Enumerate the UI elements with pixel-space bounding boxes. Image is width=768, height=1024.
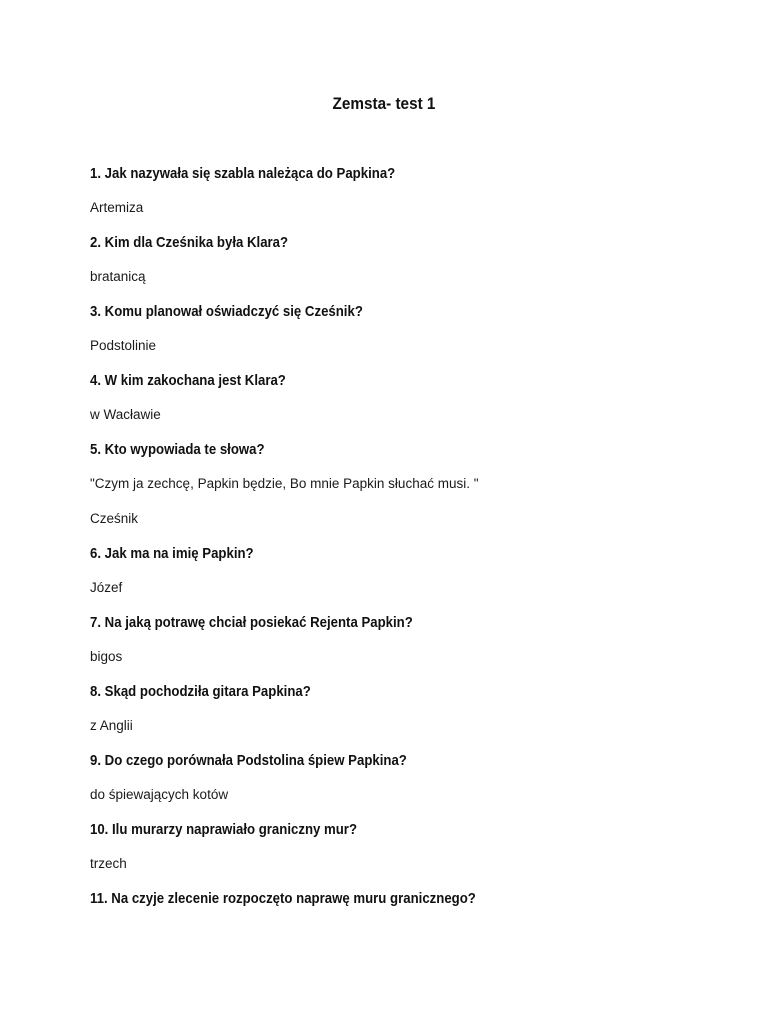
question-6: 6. Jak ma na imię Papkin?: [90, 545, 254, 562]
answer-3: Podstolinie: [90, 338, 157, 353]
question-10: 10. Ilu murarzy naprawiało graniczny mur?: [90, 821, 358, 838]
quote-5: "Czym ja zechcę, Papkin będzie, Bo mnie Papkin słuchać musi. ": [90, 476, 479, 491]
question-list: [90, 164, 710, 909]
answer-8: z Anglii: [90, 718, 133, 733]
question-7: 7. Na jaką potrawę chciał posiekać Rejenta Papkin?: [90, 614, 413, 631]
answer-10: trzech: [90, 856, 127, 871]
answer-1: Artemiza: [90, 200, 144, 215]
answer-4: w Wacławie: [90, 407, 161, 422]
question-9: 9. Do czego porównała Podstolina śpiew Papkina?: [90, 752, 407, 769]
question-8: 8. Skąd pochodziła gitara Papkina?: [90, 683, 311, 700]
answer-2: bratanicą: [90, 269, 146, 284]
question-5: 5. Kto wypowiada te słowa?: [90, 441, 265, 458]
question-4: 4. W kim zakochana jest Klara?: [90, 372, 286, 389]
answer-5: Cześnik: [90, 511, 139, 526]
document-title: Zemsta- test 1: [332, 94, 436, 113]
answer-6: Józef: [90, 580, 123, 595]
question-3: 3. Komu planował oświadczyć się Cześnik?: [90, 303, 363, 320]
question-11: 11. Na czyje zlecenie rozpoczęto naprawę muru granicznego?: [90, 890, 476, 907]
answer-7: bigos: [90, 649, 123, 664]
answer-9: do śpiewających kotów: [90, 787, 229, 802]
question-1: 1. Jak nazywała się szabla należąca do Papkina?: [90, 165, 396, 182]
question-2: 2. Kim dla Cześnika była Klara?: [90, 234, 289, 251]
